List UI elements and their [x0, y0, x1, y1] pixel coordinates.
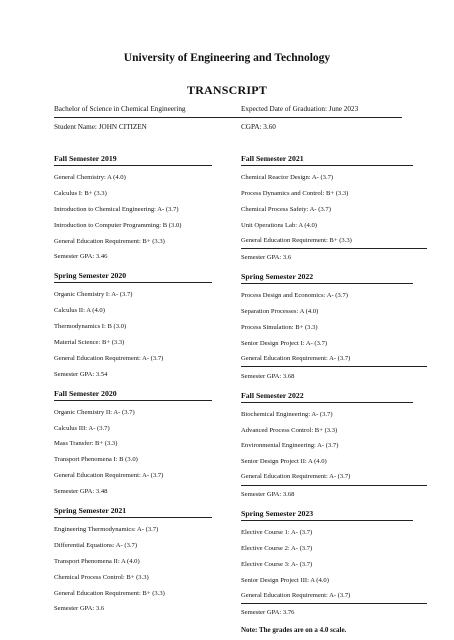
course-grade: Mass Transfer: B+ (3.3) — [54, 440, 118, 448]
grading-scale-note: Note: The grades are on a 4.0 scale. — [241, 626, 347, 635]
left-semester-column — [54, 153, 236, 622]
semester-gpa: Semester GPA: 3.48 — [54, 488, 108, 496]
course-grade: Calculus III: A- (3.7) — [54, 424, 110, 432]
course-grade: Material Science: B+ (3.3) — [54, 339, 125, 347]
course-grade: Senior Design Project II: A (4.0) — [241, 458, 327, 466]
program-name: Bachelor of Science in Chemical Engineering — [54, 105, 186, 113]
semester-block — [241, 271, 423, 384]
course-grade: Elective Course 3: A- (3.7) — [241, 560, 313, 568]
course-grade: Biochemical Engineering: A- (3.7) — [241, 410, 333, 418]
semester-block — [54, 270, 236, 382]
semester-block — [241, 508, 423, 621]
university-name: University of Engineering and Technology — [123, 52, 331, 64]
semester-gpa: Semester GPA: 3.46 — [54, 253, 108, 261]
course-grade: Senior Design Project III: A (4.0) — [241, 576, 329, 584]
semester-title: Fall Semester 2021 — [241, 153, 413, 166]
semester-title: Spring Semester 2023 — [241, 508, 413, 521]
course-grade: General Education Requirement: B+ (3.3) — [54, 589, 165, 597]
course-grade: General Education Requirement: B+ (3.3) — [54, 237, 165, 245]
semester-gpa: Semester GPA: 3.68 — [241, 491, 295, 499]
course-grade: General Education Requirement: A- (3.7) — [241, 589, 427, 604]
course-grade: Process Dynamics and Control: B+ (3.3) — [241, 189, 349, 197]
semester-gpa: Semester GPA: 3.6 — [241, 254, 292, 262]
course-grade: General Chemistry: A (4.0) — [54, 174, 126, 181]
semester-title: Fall Semester 2022 — [241, 390, 413, 403]
course-grade: General Education Requirement: A- (3.7) — [241, 352, 427, 367]
course-grade: Chemical Reactor Design: A- (3.7) — [241, 174, 334, 181]
course-grade: Calculus I: B+ (3.3) — [54, 189, 107, 197]
course-grade: Advanced Process Control: B+ (3.3) — [241, 426, 338, 434]
course-grade: General Education Requirement: A- (3.7) — [54, 354, 164, 362]
semester-title: Fall Semester 2020 — [54, 388, 212, 401]
cgpa: CGPA: 3.60 — [241, 123, 276, 131]
course-grade: Chemical Process Safety: A- (3.7) — [241, 205, 331, 213]
course-grade: General Education Requirement: B+ (3.3) — [241, 234, 427, 249]
semester-gpa: Semester GPA: 3.68 — [241, 372, 295, 380]
course-grade: Environmental Engineering: A- (3.7) — [241, 442, 339, 450]
course-grade: Process Design and Economics: A- (3.7) — [241, 292, 348, 300]
semester-gpa: Semester GPA: 3.6 — [54, 605, 105, 613]
semester-block — [241, 390, 423, 503]
course-grade: Thermodynamics I: B (3.0) — [54, 323, 127, 331]
semester-title: Spring Semester 2020 — [54, 270, 212, 283]
semester-gpa: Semester GPA: 3.76 — [241, 609, 295, 617]
course-grade: Introduction to Chemical Engineering: A- (3.7) — [54, 205, 179, 213]
document-title: TRANSCRIPT — [186, 83, 267, 97]
course-grade: Introduction to Computer Programming: B (3.0) — [54, 221, 182, 229]
right-semester-column — [241, 153, 423, 634]
semester-block — [54, 505, 236, 617]
course-grade: Transport Phenomena I: B (3.0) — [54, 456, 138, 464]
course-grade: Process Simulation: B+ (3.3) — [241, 324, 318, 332]
semester-title: Spring Semester 2022 — [241, 271, 413, 284]
semester-block — [54, 388, 236, 500]
semester-gpa: Semester GPA: 3.54 — [54, 370, 108, 378]
course-grade: Senior Design Project I: A- (3.7) — [241, 340, 328, 348]
course-grade: Unit Operations Lab: A (4.0) — [241, 221, 317, 229]
graduation-date: Expected Date of Graduation: June 2023 — [241, 105, 359, 113]
course-grade: General Education Requirement: A- (3.7) — [241, 470, 427, 485]
course-grade: Engineering Thermodynamics: A- (3.7) — [54, 526, 159, 534]
semester-title: Fall Semester 2019 — [54, 153, 212, 166]
course-grade: Organic Chemistry II: A- (3.7) — [54, 408, 135, 416]
course-grade: Differential Equations: A- (3.7) — [54, 541, 138, 549]
course-grade: Transport Phenomena II: A (4.0) — [54, 557, 140, 565]
header-divider — [54, 117, 402, 118]
course-grade: Separation Processes: A (4.0) — [241, 308, 319, 316]
semester-block — [241, 153, 423, 266]
course-grade: Chemical Process Control: B+ (3.3) — [54, 573, 149, 581]
course-grade: Elective Course 2: A- (3.7) — [241, 544, 313, 552]
course-grade: General Education Requirement: A- (3.7) — [54, 472, 164, 480]
student-name: Student Name: JOHN CITIZEN — [54, 123, 147, 131]
course-grade: Organic Chemistry I: A- (3.7) — [54, 291, 133, 299]
semester-title: Spring Semester 2021 — [54, 505, 212, 518]
course-grade: Elective Course 1: A- (3.7) — [241, 529, 313, 537]
course-grade: Calculus II: A (4.0) — [54, 307, 105, 315]
semester-block — [54, 153, 236, 265]
